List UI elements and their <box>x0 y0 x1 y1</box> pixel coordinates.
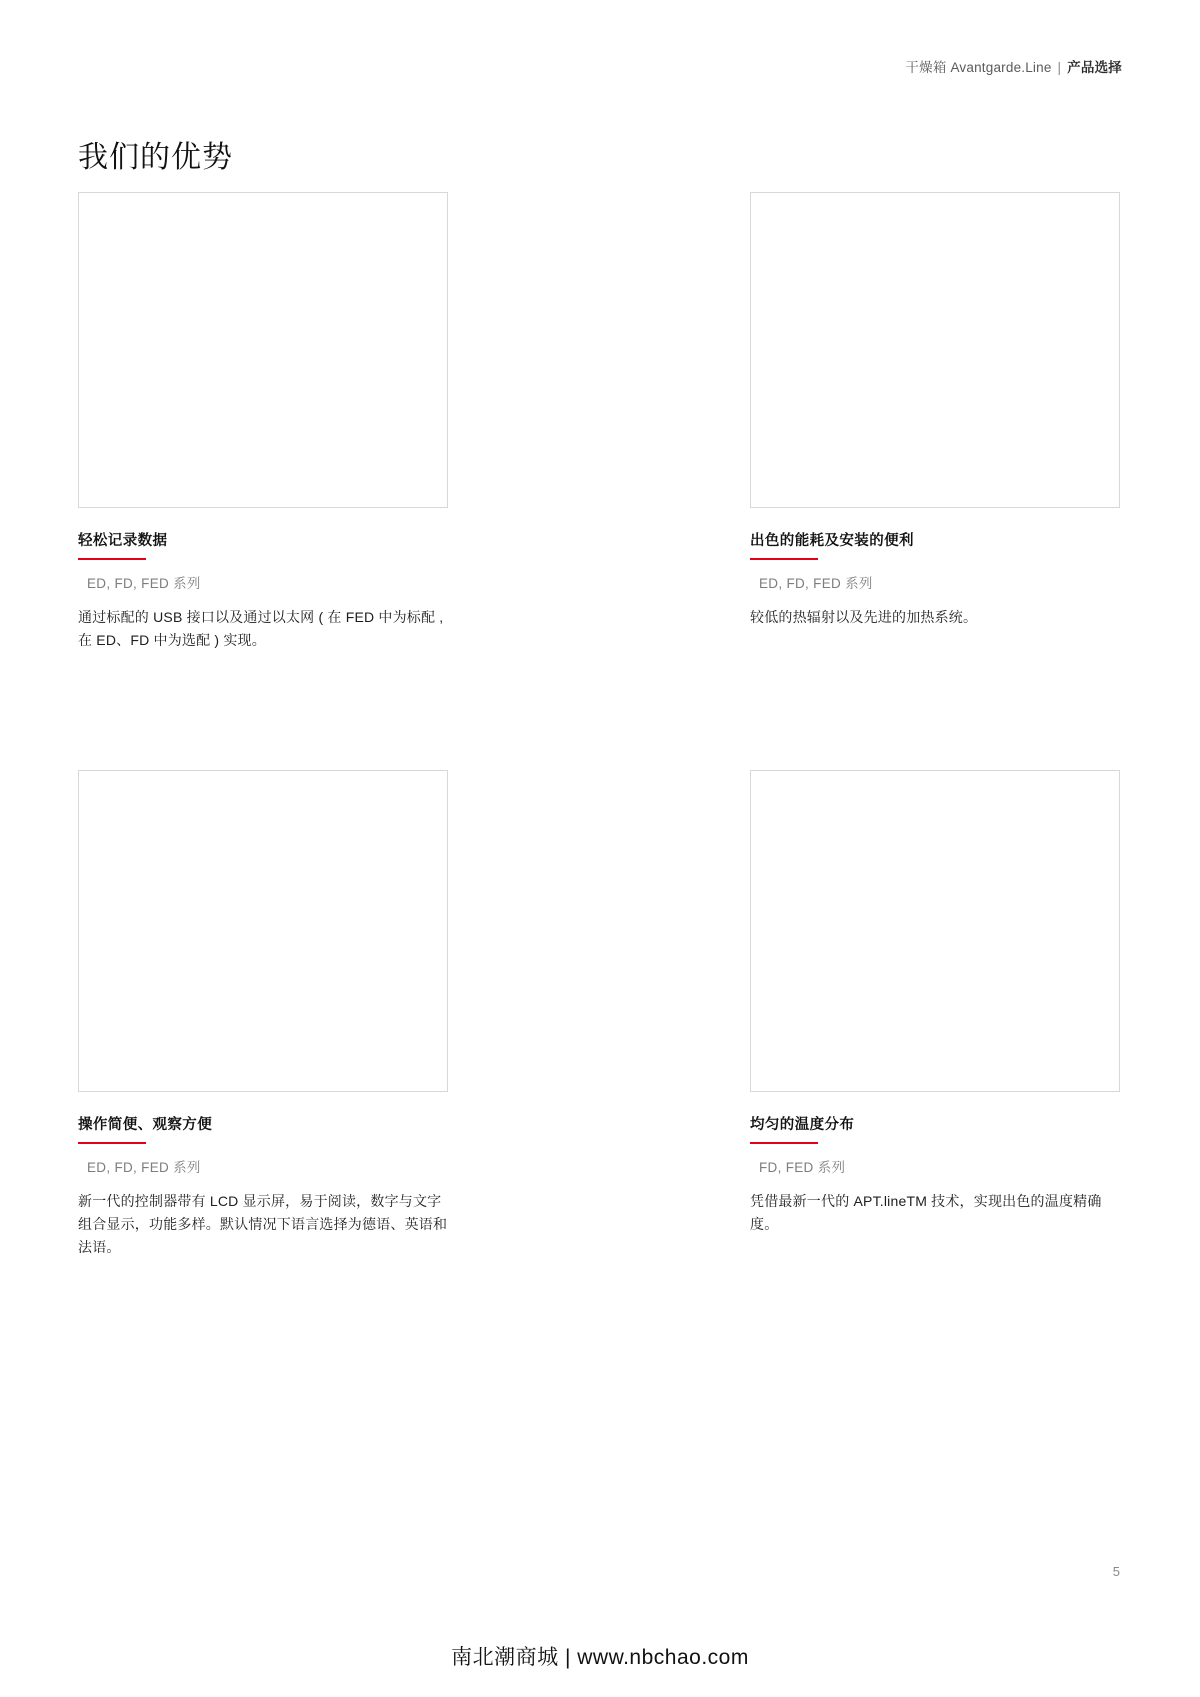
feature-body: 凭借最新一代的 APT.lineTM 技术，实现出色的温度精确度。 <box>750 1193 1102 1233</box>
footer-watermark: 南北潮商城 | www.nbchao.com <box>451 1646 749 1669</box>
feature-series: ED, FD, FED 系列 <box>87 576 201 591</box>
header-separator: | <box>1057 60 1062 75</box>
feature-image-data-logging <box>78 192 448 508</box>
feature-card-temperature <box>750 770 1122 1259</box>
feature-series: FD, FED 系列 <box>759 1160 846 1176</box>
feature-grid <box>78 192 1122 1259</box>
feature-image-temperature <box>750 770 1120 1092</box>
feature-card-controller <box>78 770 450 1259</box>
feature-body: 新一代的控制器带有 LCD 显示屏，易于阅读，数字与文字组合显示，功能多样。默认情况下语言选择为德语、英语和法语。 <box>78 1193 448 1256</box>
accent-rule <box>750 1142 818 1144</box>
page-header <box>905 56 1122 76</box>
feature-title: 出色的能耗及安装的便利 <box>750 533 914 549</box>
feature-card-data-logging <box>78 192 450 652</box>
feature-title: 操作简便、观察方便 <box>78 1117 213 1134</box>
feature-series: ED, FD, FED 系列 <box>87 1160 201 1176</box>
feature-title: 轻松记录数据 <box>78 533 168 549</box>
feature-body: 较低的热辐射以及先进的加热系统。 <box>750 609 978 625</box>
header-product-line: 干燥箱 Avantgarde.Line <box>905 60 1052 75</box>
feature-image-energy-consumption <box>750 192 1120 508</box>
feature-title: 均匀的温度分布 <box>750 1117 855 1134</box>
accent-rule <box>78 558 146 560</box>
feature-series: ED, FD, FED 系列 <box>759 576 873 591</box>
feature-body: 通过标配的 USB 接口以及通过以太网 ( 在 FED 中为标配 , 在 ED、FD 中为选配 ) 实现。 <box>78 609 444 649</box>
accent-rule <box>750 558 818 560</box>
feature-image-controller <box>78 770 448 1092</box>
header-section: 产品选择 <box>1067 60 1122 75</box>
accent-rule <box>78 1142 146 1144</box>
feature-card-energy-consumption <box>750 192 1122 652</box>
page-title: 我们的优势 <box>78 141 233 175</box>
page-number: 5 <box>1112 1564 1120 1579</box>
